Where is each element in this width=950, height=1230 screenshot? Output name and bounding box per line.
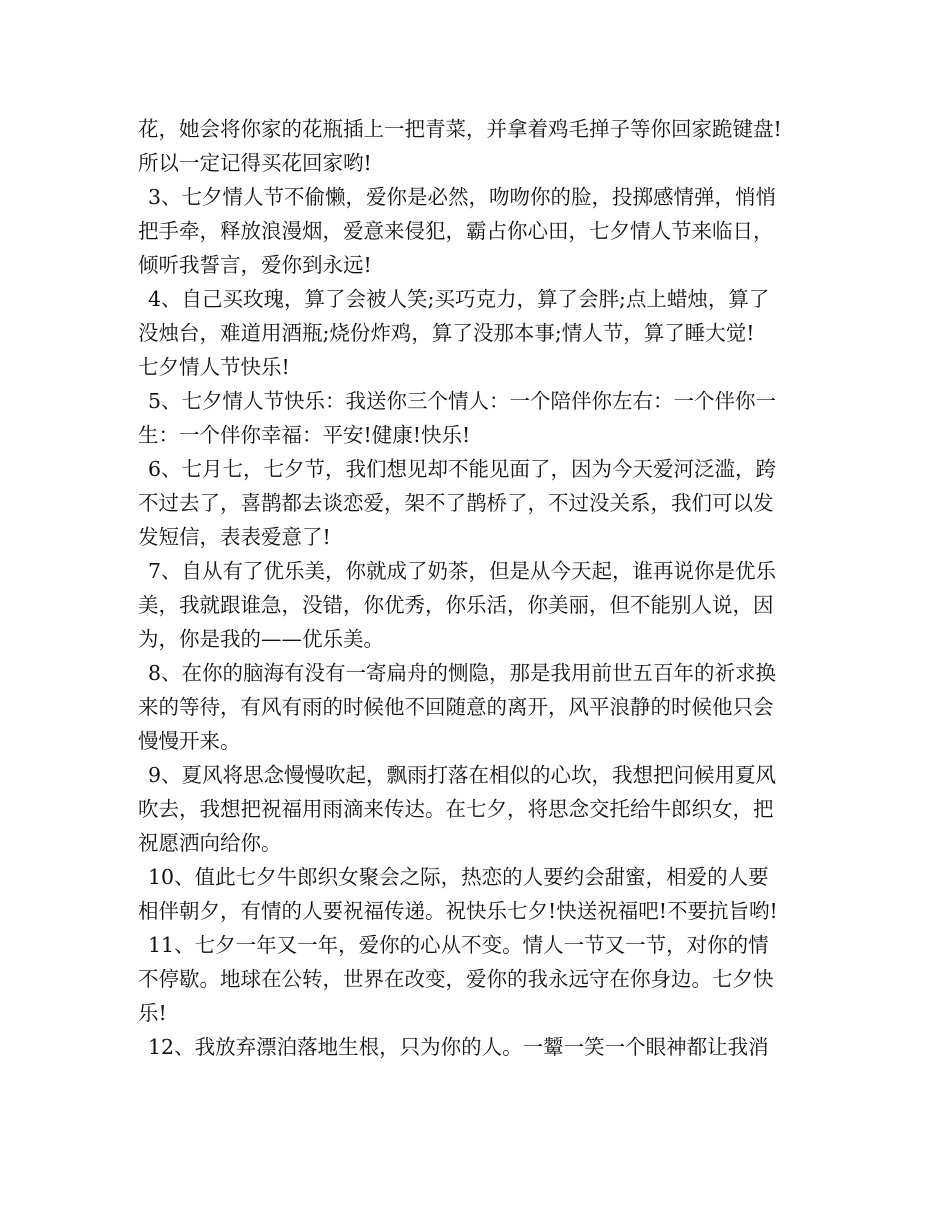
paragraph	[138, 758, 828, 860]
text-line: 12、我放弃漂泊落地生根，只为你的人。一颦一笑一个眼神都让我消	[148, 1035, 769, 1059]
text-line: 10、值此七夕牛郎织女聚会之际，热恋的人要约会甜蜜，相爱的人要	[148, 865, 769, 889]
paragraph	[138, 554, 828, 656]
text-line: 3、七夕情人节不偷懒，爱你是必然，吻吻你的脸，投掷感情弹，悄悄	[148, 185, 777, 209]
text-line: 把手牵，释放浪漫烟，爱意来侵犯，霸占你心田，七夕情人节来临日，	[138, 219, 774, 243]
text-line: 来的等待，有风有雨的时候他不回随意的离开，风平浪静的时候他只会	[138, 695, 774, 719]
paragraph	[138, 180, 828, 282]
text-line: 不过去了，喜鹊都去谈恋爱，架不了鹊桥了，不过没关系，我们可以发	[138, 491, 774, 515]
paragraph	[138, 452, 828, 554]
text-line: 祝愿洒向给你。	[138, 831, 282, 855]
text-line: 没烛台，难道用酒瓶;烧份炸鸡，算了没那本事;情人节，算了睡大觉!	[138, 321, 755, 345]
text-line: 相伴朝夕，有情的人要祝福传递。祝快乐七夕!快送祝福吧!不要抗旨哟!	[138, 899, 778, 923]
text-line: 所以一定记得买花回家哟!	[138, 151, 372, 175]
text-line: 发短信，表表爱意了!	[138, 525, 331, 549]
document-body	[138, 112, 828, 1064]
paragraph	[138, 1030, 828, 1064]
text-line: 美，我就跟谁急，没错，你优秀，你乐活，你美丽，但不能别人说，因	[138, 593, 774, 617]
paragraph	[138, 928, 828, 1030]
text-line: 6、七月七，七夕节，我们想见却不能见面了，因为今天爱河泛滥，跨	[148, 457, 777, 481]
text-line: 5、七夕情人节快乐：我送你三个情人：一个陪伴你左右：一个伴你一	[148, 389, 777, 413]
paragraph	[138, 282, 828, 384]
text-line: 乐!	[138, 1001, 167, 1025]
text-line: 花，她会将你家的花瓶插上一把青菜，并拿着鸡毛掸子等你回家跪键盘!	[138, 117, 782, 141]
text-line: 慢慢开来。	[138, 729, 241, 753]
text-line: 11、七夕一年又一年，爱你的心从不变。情人一节又一节，对你的情	[148, 933, 769, 957]
paragraph	[138, 384, 828, 452]
text-line: 8、在你的脑海有没有一寄扁舟的恻隐，那是我用前世五百年的祈求换	[148, 661, 777, 685]
text-line: 7、自从有了优乐美，你就成了奶茶，但是从今天起，谁再说你是优乐	[148, 559, 777, 583]
text-line: 不停歇。地球在公转，世界在改变，爱你的我永远守在你身边。七夕快	[138, 967, 774, 991]
text-line: 9、夏风将思念慢慢吹起，飘雨打落在相似的心坎，我想把问候用夏风	[148, 763, 777, 787]
paragraph	[138, 860, 828, 928]
paragraph	[138, 656, 828, 758]
text-line: 吹去，我想把祝福用雨滴来传达。在七夕，将思念交托给牛郎织女，把	[138, 797, 774, 821]
paragraph	[138, 112, 828, 180]
text-line: 七夕情人节快乐!	[138, 355, 290, 379]
text-line: 4、自己买玫瑰，算了会被人笑;买巧克力，算了会胖;点上蜡烛，算了	[148, 287, 770, 311]
text-line: 倾听我誓言，爱你到永远!	[138, 253, 372, 277]
text-line: 为，你是我的——优乐美。	[138, 627, 384, 651]
text-line: 生：一个伴你幸福：平安!健康!快乐!	[138, 423, 471, 447]
